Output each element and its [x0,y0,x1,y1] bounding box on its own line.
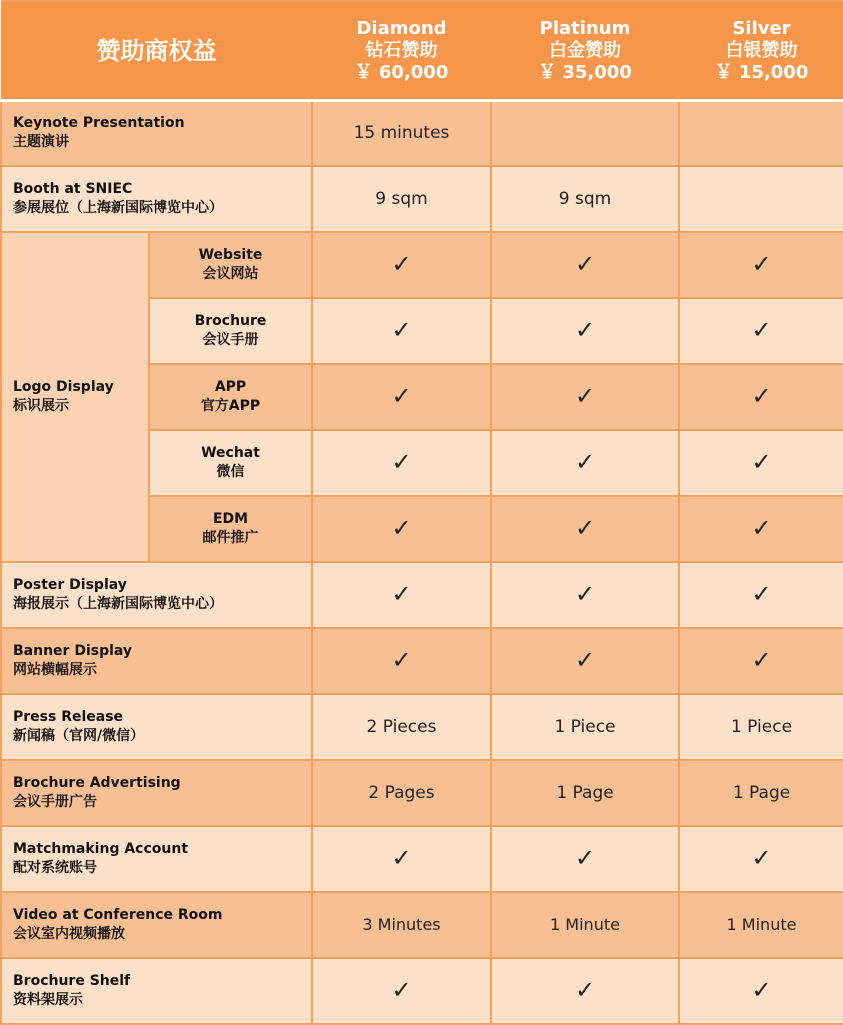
check-icon: ✓ [574,580,596,608]
check-icon: ✓ [574,844,596,872]
benefit-label [1,958,312,1024]
sub-benefit-label [149,298,312,364]
benefit-label [1,892,312,958]
diamond-value [312,232,491,298]
table-row [1,826,843,892]
table-row [1,101,843,166]
silver-value [679,364,843,430]
tier-name-zh: 白银赞助 [725,39,798,61]
silver-value [679,430,843,496]
tier-name-zh: 钻石赞助 [365,39,438,61]
label-zh: 资料架展示 [13,991,83,1008]
label-en: Wechat [201,444,260,461]
platinum-value [491,958,679,1024]
platinum-value: 1 Page [491,760,679,826]
sub-benefit-label [149,496,312,562]
check-icon: ✓ [391,844,412,872]
check-icon: ✓ [574,316,596,344]
label-zh: 网站横幅展示 [13,661,97,678]
tier-price: ￥ 15,000 [714,61,809,83]
header-row [1,1,843,101]
check-icon: ✓ [751,580,772,608]
diamond-value: 15 minutes [312,101,491,166]
check-icon: ✓ [391,976,412,1004]
platinum-value [491,826,679,892]
label-en: Keynote Presentation [13,115,185,132]
label-en: Press Release [13,708,124,725]
label-zh: 参展展位（上海新国际博览中心） [13,199,223,216]
label-zh: 会议手册 [202,331,259,348]
label-zh: 配对系统账号 [13,859,97,876]
platinum-value [491,364,679,430]
diamond-value [312,826,491,892]
benefit-label [1,826,312,892]
silver-value [679,101,843,166]
tier-name-en: Silver [732,17,791,39]
tier-diamond-header [312,1,491,101]
table-row [1,562,843,628]
label-zh: 新闻稿（官网/微信） [13,727,145,744]
check-icon: ✓ [391,646,412,674]
tier-price: ￥ 60,000 [354,61,449,83]
table-row [1,694,843,760]
check-icon: ✓ [751,514,772,542]
check-icon: ✓ [391,250,412,278]
label-en: Booth at SNIEC [13,180,133,197]
check-icon: ✓ [574,250,596,278]
check-icon: ✓ [751,382,772,410]
label-zh: 主题演讲 [13,134,69,151]
label-en: APP [214,378,247,395]
check-icon: ✓ [574,976,596,1004]
tier-name-en: Diamond [356,17,447,39]
table-row [1,232,843,298]
tier-name-zh: 白金赞助 [549,39,621,61]
sub-benefit-label [149,232,312,298]
tier-platinum-header [491,1,679,101]
check-icon: ✓ [751,844,772,872]
benefit-label [1,232,149,562]
platinum-value: 9 sqm [491,166,679,232]
diamond-value [312,628,491,694]
check-icon: ✓ [751,316,772,344]
platinum-value [491,430,679,496]
check-icon: ✓ [574,382,596,410]
table-title: 赞助商权益 [1,1,312,101]
label-en: Website [198,246,263,263]
diamond-value [312,496,491,562]
silver-value: 1 Page [679,760,843,826]
label-zh: 官方APP [200,397,261,414]
label-en: Logo Display [13,378,114,395]
label-en: Poster Display [13,576,127,593]
silver-value [679,232,843,298]
benefit-label [1,694,312,760]
sub-benefit-label [149,430,312,496]
table-row [1,760,843,826]
label-zh: 会议室内视频播放 [13,925,125,942]
sub-benefit-label [149,364,312,430]
platinum-value [491,562,679,628]
platinum-value [491,101,679,166]
tier-silver-header [679,1,843,101]
label-en: Banner Display [13,642,133,659]
silver-value [679,562,843,628]
platinum-value: 1 Minute [491,892,679,958]
label-zh: 会议网站 [202,265,259,282]
table-row [1,958,843,1024]
check-icon: ✓ [751,448,772,476]
benefit-label [1,166,312,232]
diamond-value [312,562,491,628]
label-en: Matchmaking Account [13,840,189,857]
check-icon: ✓ [391,514,412,542]
table-row [1,628,843,694]
silver-value [679,496,843,562]
label-en: Brochure [194,312,267,329]
benefit-label [1,628,312,694]
label-zh: 邮件推广 [202,529,259,546]
platinum-value [491,232,679,298]
platinum-value [491,628,679,694]
silver-value [679,298,843,364]
label-en: EDM [212,510,249,527]
table-row [1,166,843,232]
silver-value: 1 Minute [679,892,843,958]
table-row [1,892,843,958]
silver-value [679,826,843,892]
check-icon: ✓ [391,382,412,410]
platinum-value [491,496,679,562]
check-icon: ✓ [751,250,772,278]
check-icon: ✓ [574,514,596,542]
silver-value [679,958,843,1024]
check-icon: ✓ [391,448,412,476]
diamond-value [312,298,491,364]
check-icon: ✓ [751,646,772,674]
diamond-value [312,364,491,430]
label-zh: 标识展示 [13,397,69,414]
diamond-value [312,958,491,1024]
tier-price: ￥ 35,000 [538,61,632,83]
silver-value [679,628,843,694]
diamond-value: 2 Pieces [312,694,491,760]
label-zh: 微信 [216,463,245,480]
benefit-label [1,562,312,628]
diamond-value: 3 Minutes [312,892,491,958]
benefit-label [1,760,312,826]
check-icon: ✓ [391,580,412,608]
diamond-value: 9 sqm [312,166,491,232]
label-en: Brochure Shelf [13,972,131,989]
check-icon: ✓ [574,448,596,476]
platinum-value: 1 Piece [491,694,679,760]
check-icon: ✓ [751,976,772,1004]
platinum-value [491,298,679,364]
diamond-value: 2 Pages [312,760,491,826]
label-zh: 会议手册广告 [13,793,97,810]
benefit-label [1,101,312,166]
label-en: Video at Conference Room [13,906,223,923]
check-icon: ✓ [574,646,596,674]
diamond-value [312,430,491,496]
silver-value [679,166,843,232]
silver-value: 1 Piece [679,694,843,760]
check-icon: ✓ [391,316,412,344]
label-en: Brochure Advertising [13,774,181,791]
tier-name-en: Platinum [539,17,631,39]
label-zh: 海报展示（上海新国际博览中心） [13,595,223,612]
